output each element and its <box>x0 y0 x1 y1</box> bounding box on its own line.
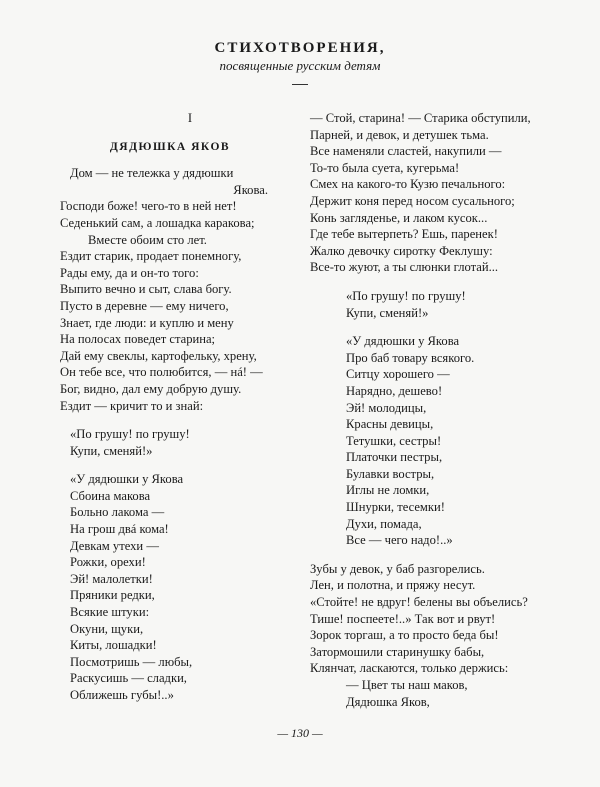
section-title: СТИХОТВОРЕНИЯ, <box>214 40 386 56</box>
verse-line: Якова. <box>233 182 268 197</box>
verse-line: Все наменяли сластей, накупили — <box>310 144 502 159</box>
verse-line: Пряники редки, <box>70 588 155 603</box>
verse-line: Вместе обоим сто лет. <box>88 232 207 247</box>
verse-line: Рады ему, да и он-то того: <box>60 265 199 280</box>
verse-line: Ездит старик, продает понемногу, <box>60 249 242 264</box>
verse-line: Красны девицы, <box>346 417 434 432</box>
verse-line: Конь загляденье, и лаком кусок... <box>310 210 488 225</box>
section-subtitle: посвященные русским детям <box>219 58 381 73</box>
verse-line: Киты, лошадки! <box>70 638 157 653</box>
verse-line: Купи, сменяй!» <box>70 443 153 458</box>
verse-line: Затормошили старинушку бабы, <box>310 644 485 659</box>
verse-line: Господи боже! чего-то в ней нет! <box>60 199 237 214</box>
verse-line: Сбоина макова <box>70 488 151 503</box>
verse-line: Эй! молодицы, <box>346 400 427 415</box>
verse-line: Тише! поспеете!..» Так вот и рвут! <box>310 611 496 626</box>
verse-line: «Стойте! не вдруг! белены вы объелись? <box>310 595 528 610</box>
verse-line: Клянчат, ласкаются, только держись: <box>310 661 509 676</box>
verse-line: Все — чего надо!..» <box>346 533 453 548</box>
verse-line: То-то была суета, кугерьма! <box>310 160 460 175</box>
verse-line: На грош двá кома! <box>70 522 169 537</box>
verse-line: Платочки пестры, <box>346 450 443 465</box>
verse-line: Оближешь губы!..» <box>70 688 174 702</box>
verse-line: Больно лакома — <box>70 505 165 520</box>
verse-line: Нарядно, дешево! <box>346 383 443 398</box>
verse-line: — Стой, старина! — Старика обступили, <box>310 111 531 125</box>
verse-line: Держит коня перед носом сусального; <box>310 193 515 208</box>
verse-line: Выпито вечно и сыт, слава богу. <box>60 282 232 297</box>
verse-line: Бог, видно, дал ему добрую душу. <box>60 381 242 396</box>
verse-line: Лен, и полотна, и пряжу несут. <box>310 578 476 593</box>
verse-line: Иглы не ломки, <box>346 483 430 498</box>
verse-line: Все-то жуют, а ты слюнки глотай... <box>310 260 499 275</box>
poem-number: I <box>187 111 193 125</box>
verse-line: — Цвет ты наш маков, <box>346 678 468 692</box>
verse-line: «По грушу! по грушу! <box>70 427 190 442</box>
poem-title: ДЯДЮШКА ЯКОВ <box>109 140 231 153</box>
verse-line: Дом — не тележка у дядюшки <box>70 166 234 181</box>
verse-line: Посмотришь — любы, <box>70 654 193 669</box>
verse-line: Ситцу хорошего — <box>346 367 450 382</box>
verse-line: Купи, сменяй!» <box>346 305 429 320</box>
verse-line: Булавки востры, <box>346 466 435 481</box>
verse-line: Духи, помада, <box>346 516 422 531</box>
verse-line: Знает, где люди: и куплю и мену <box>60 315 234 330</box>
verse-line: Девкам утехи — <box>70 538 159 553</box>
verse-line: Про баб товару всякого. <box>346 350 475 365</box>
verse-line: Пусто в деревне — ему ничего, <box>60 298 229 313</box>
verse-line: Дай ему свеклы, картофельку, хрену, <box>60 348 257 363</box>
verse-line: Ездит — кричит то и знай: <box>60 398 204 413</box>
verse-line: «По грушу! по грушу! <box>346 288 466 303</box>
verse-line: Тетушки, сестры! <box>346 433 442 448</box>
verse-line: Седенький сам, а лошадка каракова; <box>60 215 255 230</box>
verse-line: Рожки, орехи! <box>70 555 146 570</box>
verse-line: Всякие штуки: <box>70 605 150 620</box>
verse-line: Зубы у девок, у баб разгорелись. <box>310 561 485 576</box>
verse-line: Окуни, щуки, <box>70 621 144 636</box>
verse-line: Жалко девочку сиротку Феклушу: <box>310 243 493 258</box>
verse-line: «У дядюшки у Якова <box>346 334 460 349</box>
right-column <box>310 110 580 710</box>
verse-line: Раскусишь — сладки, <box>70 671 187 686</box>
verse-line: Дядюшка Яков, <box>346 694 430 709</box>
verse-line: Парней, и девок, и детушек тьма. <box>310 127 489 142</box>
verse-line: Зорок торгаш, а то просто беда бы! <box>310 628 499 643</box>
verse-line: Шнурки, тесемки! <box>346 500 445 515</box>
verse-line: «У дядюшки у Якова <box>70 472 184 487</box>
verse-line: Где тебе вытерпеть? Ешь, паренек! <box>310 227 498 242</box>
verse-line: Он тебе все, что полюбится, — нá! — <box>60 365 263 380</box>
left-column <box>60 110 280 704</box>
page-header <box>0 40 600 85</box>
title-separator <box>292 84 308 85</box>
page-number: — 130 — <box>277 726 323 740</box>
verse-line: Эй! малолетки! <box>70 571 153 586</box>
verse-line: Смех на какого-то Кузю печального: <box>310 177 506 192</box>
verse-line: На полосах поведет старина; <box>60 332 216 347</box>
